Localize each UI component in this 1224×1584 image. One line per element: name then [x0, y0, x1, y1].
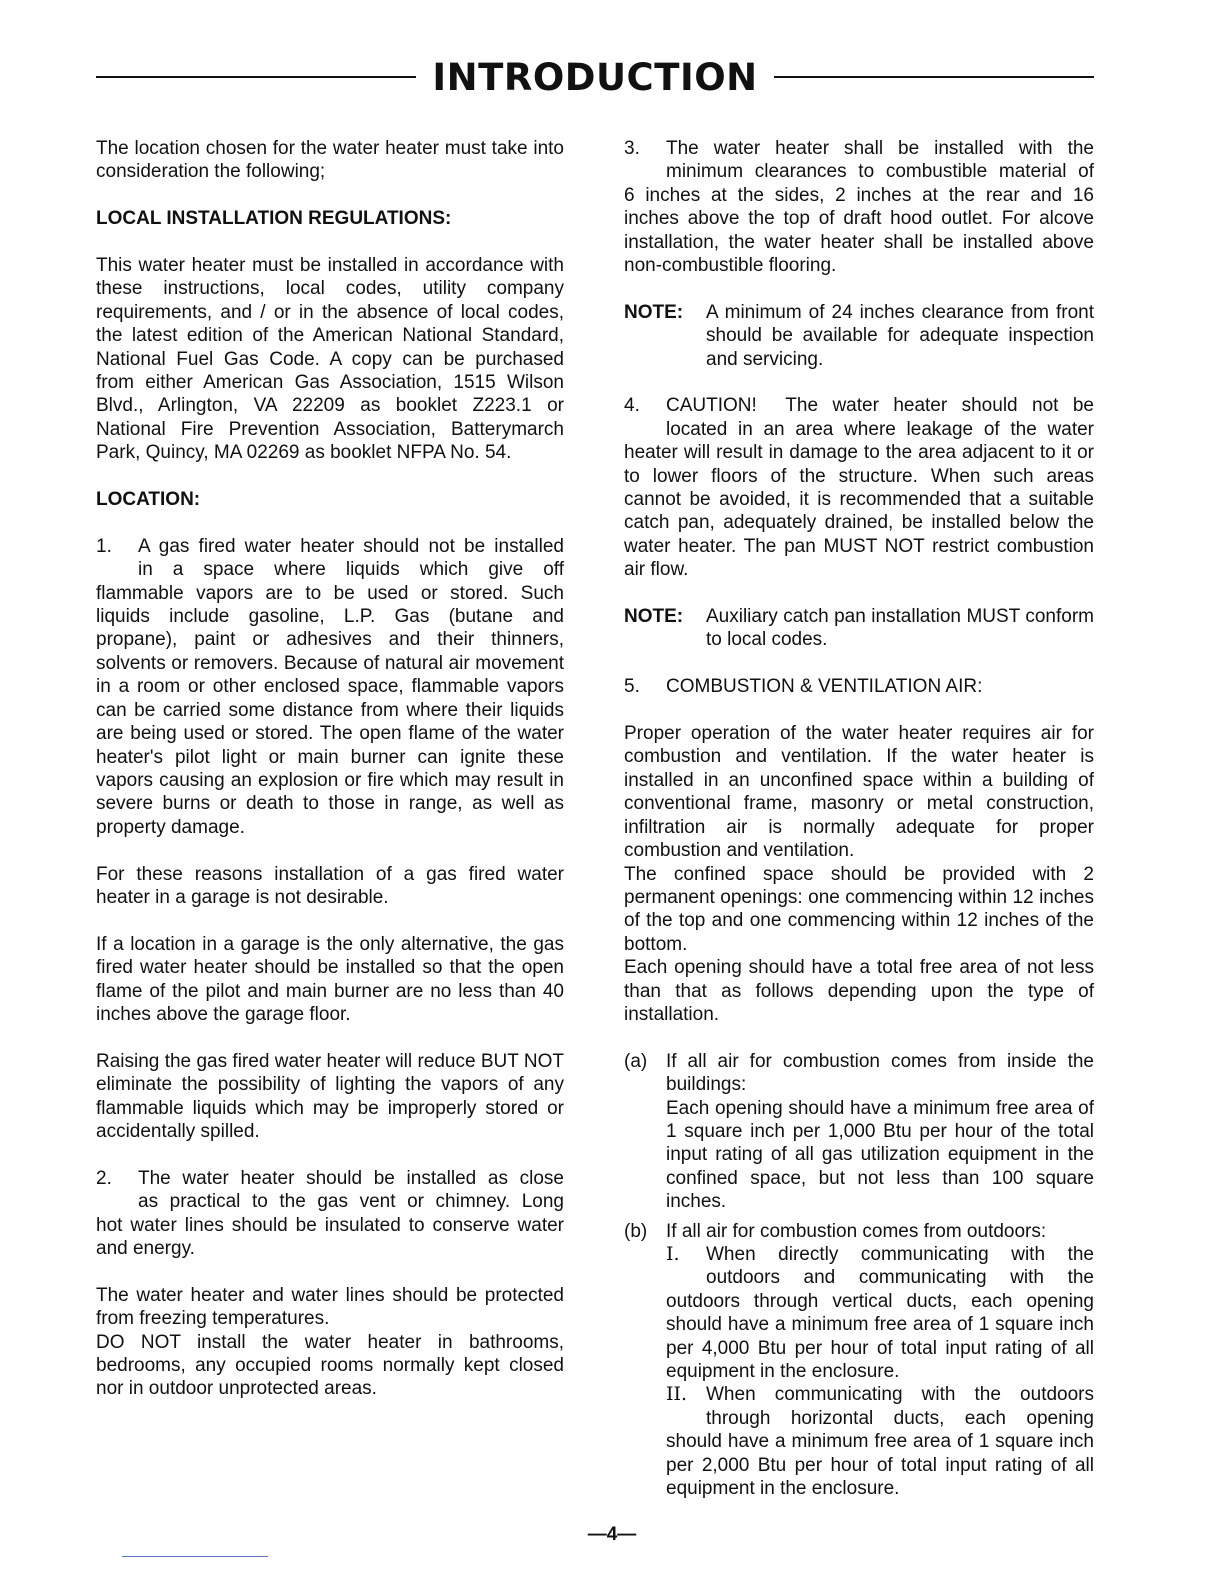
freeze-paragraph: The water heater and water lines should be protected from freezing temperatures. [96, 1284, 564, 1330]
list-item-2 [96, 1167, 564, 1261]
sub-item-a-text: If all air for combustion comes from inside the buildings: [666, 1050, 1094, 1096]
list-item-5-text: COMBUSTION & VENTILATION AIR: [666, 676, 983, 698]
roman-i-body: outdoors through vertical ducts, each opening should have a minimum free area of 1 square inch per 4,000 Btu per hour of total input rating of all equipment in the enclosure. [666, 1290, 1094, 1383]
list-item-2-body: hot water lines should be insulated to conserve water and energy. [96, 1214, 564, 1259]
note-clearance [624, 301, 1094, 371]
garage-paragraph-2: If a location in a garage is the only alternative, the gas fired water heater should be installed so that the open flame of the pilot and main burner are no less than 40 inches above the garage floor. [96, 933, 564, 1025]
note-catch-pan [624, 605, 1094, 652]
list-item-3-line2: minimum clearances to combustible material of [666, 161, 1094, 183]
list-item-5-number: 5. [624, 676, 640, 698]
note-label: NOTE: [624, 606, 684, 628]
raising-paragraph: Raising the gas fired water heater will reduce BUT NOT eliminate the possibility of lighting the vapors of any flammable liquids which may be improperly stored or accidentally spilled. [96, 1050, 564, 1142]
sub-item-a [624, 1050, 1094, 1214]
page-title: INTRODUCTION [432, 55, 758, 99]
page-title-row [96, 52, 1094, 102]
garage-paragraph-1: For these reasons installation of a gas fired water heater in a garage is not desirable. [96, 863, 564, 908]
list-item-1-line1: A gas fired water heater should not be installed [138, 535, 564, 557]
roman-i-line1: When directly communicating with the [706, 1244, 1094, 1265]
list-item-2-line2: as practical to the gas vent or chimney. Long [138, 1191, 564, 1213]
page-number: —4— [587, 1524, 637, 1545]
roman-ii-label: II. [666, 1383, 688, 1406]
list-item-4-number: 4. [624, 395, 640, 417]
roman-i-label: I. [666, 1243, 680, 1265]
list-item-4-line1: CAUTION! The water heater should not be [666, 395, 1094, 417]
note-text: Auxiliary catch pan installation MUST conform to local codes. [706, 606, 1094, 651]
list-item-4-body: heater will result in damage to the area adjacent to it or to lower floors of the structure. When such areas cannot be avoided, it is recommended that a suitable catch pan, adequately drained, be installed below the water heater. The pan MUST NOT restrict combustion air flow. [624, 442, 1094, 581]
note-label: NOTE: [624, 301, 684, 323]
list-item-3-body: 6 inches at the sides, 2 inches at the rear and 16 inches above the top of draft hood outlet. For alcove installation, the water heater shall be installed above non-combustible flooring. [624, 184, 1094, 277]
right-column [624, 137, 1094, 1500]
intro-paragraph: The location chosen for the water heater must take into consideration the following; [96, 138, 564, 183]
roman-ii-line2: through horizontal ducts, each opening [706, 1407, 1094, 1429]
list-item-3-number: 3. [624, 138, 640, 159]
each-opening-paragraph: Each opening should have a total free area of not less than that as follows depending upon the type of installation. [624, 957, 1094, 1025]
regulations-paragraph: This water heater must be installed in accordance with these instructions, local codes, utility company requirements, and / or in the absence of local codes, the latest edition of the American National Standard, National Fuel Gas Code. A copy can be purchased from either American Gas Association, 1515 Wilson Blvd., Arlington, VA 22209 as booklet Z223.1 or National Fire Prevention Association, Batterymarch Park, Quincy, MA 02269 as booklet NFPA No. 54. [96, 255, 564, 464]
list-item-1-line2: in a space where liquids which give off [138, 559, 564, 581]
roman-ii-body: should have a minimum free area of 1 square inch per 2,000 Btu per hour of total input rating of all equipment in the enclosure. [666, 1431, 1094, 1500]
list-item-4-line2: located in an area where leakage of the water [666, 418, 1094, 440]
note-text: A minimum of 24 inches clearance from front should be available for adequate inspection and servicing. [706, 301, 1094, 370]
list-item-3 [624, 137, 1094, 277]
title-rule-right [774, 76, 1094, 78]
roman-ii-line1: When communicating with the outdoors [706, 1384, 1094, 1406]
sub-item-b-text: If all air for combustion comes from outdoors: [666, 1220, 1047, 1242]
roman-i-line2: outdoors and communicating with the [706, 1267, 1094, 1289]
list-item-1-number: 1. [96, 535, 112, 557]
sub-item-b-ii [666, 1383, 1094, 1500]
sub-item-a-label: (a) [624, 1050, 648, 1072]
list-item-1 [96, 535, 564, 839]
confined-space-paragraph: The confined space should be provided with 2 permanent openings: one commencing within 12 inches of the top and one commencing within 12 inches of the bottom. [624, 863, 1094, 955]
list-item-2-number: 2. [96, 1167, 112, 1189]
heading-location: LOCATION: [96, 489, 201, 511]
list-item-4 [624, 394, 1094, 581]
sub-item-b [624, 1220, 1094, 1501]
sub-item-b-i [666, 1243, 1094, 1383]
proper-operation-paragraph: Proper operation of the water heater requires air for combustion and ventilation. If the water heater is installed in an unconfined space within a building of conventional frame, masonry or metal construction, infiltration air is normally adequate for proper combustion and ventilation. [624, 723, 1094, 862]
list-item-1-body: flammable vapors are to be used or stored. Such liquids include gasoline, L.P. Gas (butane and propane), paint or adhesives and their thinners, solvents or removers. Because of natural air movement in a room or other enclosed space, flammable vapors can be carried some distance from where their liquids are being used or stored. The open flame of the water heater's pilot light or main burner can ignite these vapors causing an explosion or fire which may result in severe burns or death to those in range, as well as property damage. [96, 582, 564, 838]
title-rule-left [96, 76, 416, 78]
heading-local-regulations: LOCAL INSTALLATION REGULATIONS: [96, 208, 452, 230]
list-item-3-line1: The water heater shall be installed with the [666, 138, 1094, 159]
sub-item-b-label: (b) [624, 1220, 648, 1242]
left-column [96, 137, 564, 1401]
footer-line [122, 1556, 268, 1557]
list-item-2-line1: The water heater should be installed as close [138, 1167, 564, 1189]
sub-item-a-detail: Each opening should have a minimum free area of 1 square inch per 1,000 Btu per hour of the total input rating of all gas utilization equipment in the confined space, but not less than 100 square inches. [666, 1097, 1094, 1213]
list-item-5 [624, 675, 1094, 698]
do-not-paragraph: DO NOT install the water heater in bathrooms, bedrooms, any occupied rooms normally kept closed nor in outdoor unprotected areas. [96, 1331, 564, 1400]
